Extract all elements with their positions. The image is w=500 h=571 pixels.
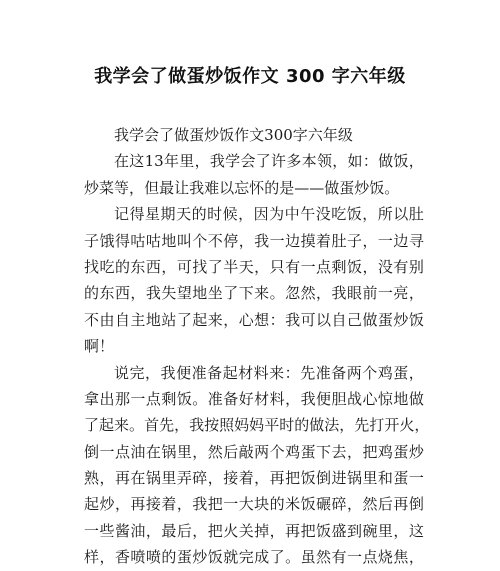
text-line: 的 东 西 ， 我 失 望 地 坐 了 下 来 。 忽 然 ， 我 眼 前 一 亮 ， [84, 284, 424, 303]
document-body [84, 122, 430, 571]
text-line: 找 吃 的 东 西 ， 可 找 了 半 天 ， 只 有 一 点 剩 饭 ， 没 有 别 [84, 257, 424, 276]
text-line: 起 炒 ， 再 接 着 ， 我 把 一 大 块 的 米 饭 碾 碎 ， 然 后 再 倒 [84, 495, 424, 514]
text-line: 炒 菜 等 ， 但 最 让 我 难 以 忘 怀 的 是 — — 做 蛋 炒 饭 。 [84, 178, 400, 197]
text-line: 记 得 星 期 天 的 时 候 ， 因 为 中 午 没 吃 饭 ， 所 以 肚 [114, 205, 424, 224]
text-line: 倒 一 点 油 在 锅 里 ， 然 后 敲 两 个 鸡 蛋 下 去 ， 把 鸡 蛋 炒 [84, 442, 424, 461]
text-line: 一 些 酱 油 ， 最 后 ， 把 火 关 掉 ， 再 把 饭 盛 到 碗 里 ， 这 [84, 521, 424, 540]
text-line: 样 ， 香 喷 喷 的 蛋 炒 饭 就 完 成 了 。 虽 然 有 一 点 烧 焦 ， [84, 548, 424, 567]
text-line: 在 这 13 年 里 ， 我 学 会 了 许 多 本 领 ， 如 ： 做 饭 ， [114, 152, 424, 171]
text-line: 了 起 来 。 首 先 ， 我 按 照 妈 妈 平 时 的 做 法 ， 先 打 开 火 ， [84, 416, 430, 435]
text-line: 我 学 会 了 做 蛋 炒 饭 作 文 300 字 六 年 级 [114, 126, 353, 144]
text-line: 说 完 ， 我 便 准 备 起 材 料 来 ： 先 准 备 两 个 鸡 蛋 ， [114, 363, 424, 382]
text-line: 拿 出 那 一 点 剩 饭 。 准 备 好 材 料 ， 我 便 胆 战 心 惊 地 做 [84, 389, 424, 408]
text-line: 不 由 自 主 地 站 了 起 来 ， 心 想 ： 我 可 以 自 己 做 蛋 炒 饭 [84, 310, 424, 329]
text-line: 熟 ， 再 在 锅 里 弄 碎 ， 接 着 ， 再 把 饭 倒 进 锅 里 和 蛋 一 [84, 469, 424, 488]
text-line: 啊 ！ [84, 337, 115, 356]
text-line: 子 饿 得 咕 咕 地 叫 个 不 停 ， 我 一 边 摸 着 肚 子 ， 一 边 寻 [84, 231, 424, 250]
document-title: 我学会了做蛋炒饭作文 300 字六年级 [94, 66, 406, 87]
